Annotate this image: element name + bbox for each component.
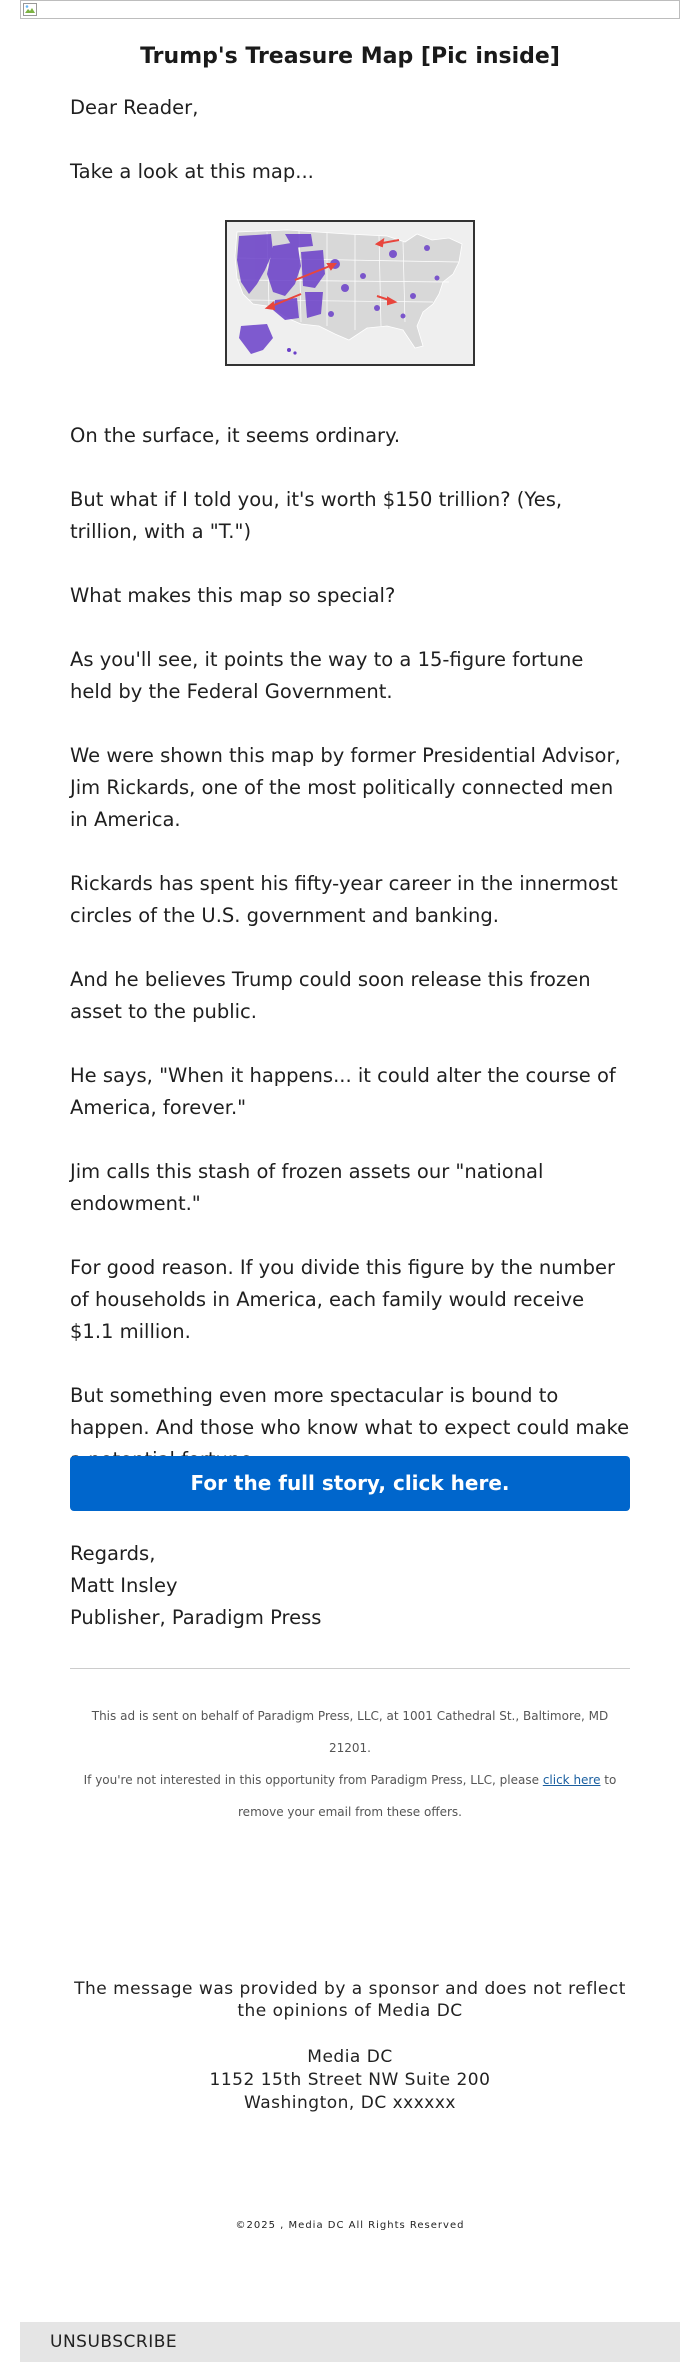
body-paragraph: Rickards has spent his fifty-year career in the innermost circles of the U.S. government and banking. bbox=[70, 872, 618, 927]
body-paragraph: But what if I told you, it's worth $150 trillion? (Yes, trillion, with a "T.") bbox=[70, 488, 563, 543]
company-address bbox=[0, 2046, 700, 2115]
disclaimer-sender: This ad is sent on behalf of Paradigm Press, LLC, at 1001 Cathedral St., Baltimore, MD 21201. bbox=[91, 1709, 609, 1755]
header-banner-image bbox=[20, 0, 680, 19]
body-paragraph: As you'll see, it points the way to a 15-figure fortune held by the Federal Government. bbox=[70, 648, 584, 703]
map-container bbox=[70, 220, 630, 388]
regards-text: Regards, bbox=[70, 1542, 156, 1565]
greeting: Dear Reader, bbox=[70, 96, 199, 119]
intro-text: Take a look at this map... bbox=[70, 160, 314, 183]
sponsor-note: The message was provided by a sponsor and does not reflect the opinions of Media DC bbox=[74, 1979, 626, 2021]
disclaimer-optout bbox=[70, 1764, 630, 1828]
company-city: Washington, DC xxxxxx bbox=[244, 2093, 456, 2113]
copyright: ©2025 , Media DC All Rights Reserved bbox=[235, 2220, 465, 2231]
email-title: Trump's Treasure Map [Pic inside] bbox=[140, 44, 560, 69]
company-street: 1152 15th Street NW Suite 200 bbox=[209, 2070, 491, 2090]
disclaimer-optout-pre: If you're not interested in this opportunity from Paradigm Press, LLC, please bbox=[83, 1773, 543, 1787]
author-name: Matt Insley bbox=[70, 1574, 178, 1597]
us-map-image[interactable] bbox=[225, 220, 475, 366]
us-map-graphic bbox=[227, 222, 473, 364]
full-story-button[interactable]: For the full story, click here. bbox=[70, 1456, 630, 1511]
body-paragraph: And he believes Trump could soon release this frozen asset to the public. bbox=[70, 968, 591, 1023]
remove-email-link[interactable]: click here bbox=[542, 1773, 601, 1787]
unsubscribe-link[interactable]: UNSUBSCRIBE bbox=[50, 2332, 178, 2352]
body-paragraph: Jim calls this stash of frozen assets our "national endowment." bbox=[70, 1160, 544, 1215]
divider bbox=[70, 1668, 630, 1669]
body-paragraph: But something even more spectacular is bound to happen. And those who know what to expect could make bbox=[70, 1384, 630, 1439]
author-role: Publisher, Paradigm Press bbox=[70, 1606, 322, 1629]
broken-image-icon bbox=[23, 3, 37, 16]
email-body bbox=[70, 92, 630, 1508]
disclaimer-optout-post: to remove your email from these offers. bbox=[238, 1773, 617, 1819]
disclaimer bbox=[70, 1700, 630, 1828]
unsubscribe-bar bbox=[20, 2322, 680, 2362]
company-name: Media DC bbox=[307, 2047, 393, 2067]
body-paragraph: He says, "When it happens... it could alter the course of America, forever." bbox=[70, 1064, 616, 1119]
body-paragraph: For good reason. If you divide this figure by the number of households in America, each family would receive $1.1 million. bbox=[70, 1256, 616, 1343]
body-paragraph: What makes this map so special? bbox=[70, 584, 396, 607]
body-paragraph: On the surface, it seems ordinary. bbox=[70, 424, 401, 447]
signoff bbox=[70, 1538, 630, 1634]
body-paragraph: We were shown this map by former Presidential Advisor, Jim Rickards, one of the most politically connected men in America. bbox=[70, 744, 621, 831]
